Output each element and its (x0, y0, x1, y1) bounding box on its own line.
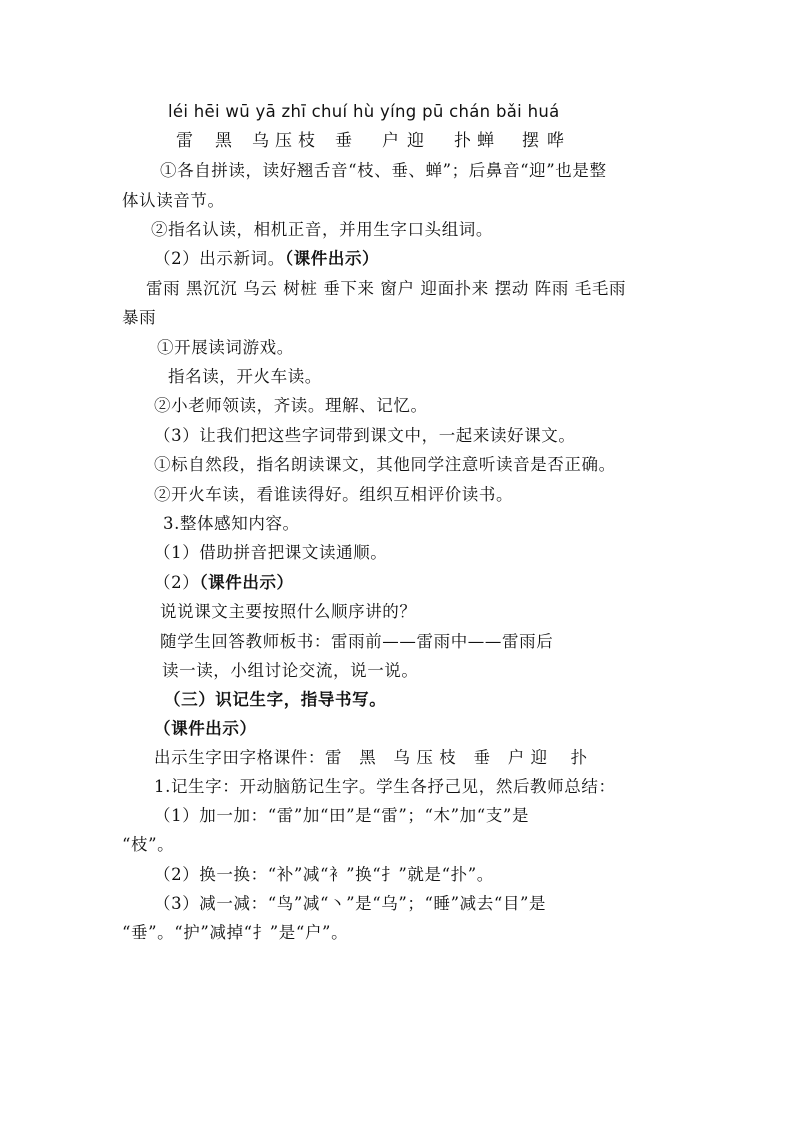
paragraph-line: ①标自然段，指名朗读课文，其他同学注意听读音是否正确。 (154, 455, 616, 474)
paragraph-line: 1.记生字：开动脑筋记生字。学生各抒己见，然后教师总结： (154, 777, 616, 796)
step-label: （2）出示新词。 (154, 249, 285, 268)
paragraph-line: ①各自拼读，读好翘舌音“枝、垂、蝉”；后鼻音“迎”也是整 (160, 161, 607, 180)
paragraph-line: 读一读，小组讨论交流，说一说。 (162, 661, 419, 680)
paragraph-line: （1）借助拼音把课文读通顺。 (154, 543, 388, 562)
char-pu: 扑 (454, 131, 471, 151)
char-chan: 蝉 (477, 131, 494, 151)
paragraph-line: （1）加一加：“雷”加“田”是“雷”；“木”加“支”是 (154, 806, 530, 825)
char-wu: 乌 (252, 131, 269, 151)
paragraph-line: 出示生字田字格课件：雷 黑 乌 压 枝 垂 户 迎 扑 (154, 748, 588, 767)
char-zhi: 枝 (298, 131, 315, 151)
char-hua: 哗 (547, 131, 564, 151)
paragraph-line: ①开展读词游戏。 (157, 338, 294, 357)
char-bai: 摆 (522, 131, 539, 151)
step-label: （2） (154, 573, 200, 592)
vocabulary-line: 雷雨 黑沉沉 乌云 树桩 垂下来 窗户 迎面扑来 摆动 阵雨 毛毛雨 (146, 279, 627, 298)
courseware-tag: （课件出示） (154, 719, 257, 738)
paragraph-line (154, 248, 379, 270)
paragraph-line: 体认读音节。 (122, 191, 225, 210)
paragraph-line: ②开火车读，看谁读得好。组织互相评价读书。 (154, 485, 514, 504)
paragraph-line: ②小老师领读，齐读。理解、记忆。 (154, 396, 428, 415)
char-hu: 户 (382, 131, 399, 151)
courseware-tag: （课件出示） (284, 249, 380, 268)
paragraph-line: 说说课文主要按照什么顺序讲的？ (160, 602, 417, 621)
courseware-tag: （课件出示） (199, 573, 294, 592)
char-chui: 垂 (335, 131, 352, 151)
char-ying: 迎 (407, 131, 424, 151)
paragraph-line: （2）换一换：“补”减“衤”换“扌”就是“扑”。 (154, 865, 494, 884)
paragraph-line: 指名读，开火车读。 (168, 367, 322, 386)
char-hei: 黑 (215, 131, 232, 151)
paragraph-line: ②指名认读，相机正音，并用生字口头组词。 (151, 220, 493, 239)
char-ya: 压 (275, 131, 292, 151)
paragraph-line: “垂”。“护”减掉“扌”是“户”。 (122, 923, 349, 942)
paragraph-line: （3）让我们把这些字词带到课文中，一起来读好课文。 (154, 426, 576, 445)
char-lei: 雷 (176, 131, 193, 151)
section-heading: 3.整体感知内容。 (163, 514, 300, 533)
vocabulary-line: 暴雨 (122, 308, 157, 327)
pinyin-row: léi hēi wū yā zhī chuí hù yíng pū chán bǎi huá (168, 102, 560, 121)
paragraph-line (154, 572, 294, 594)
paragraph-line: （3）减一减：“鸟”减“丶”是“乌”；“睡”减去“目”是 (154, 894, 547, 913)
paragraph-line: 随学生回答教师板书：雷雨前——雷雨中——雷雨后 (160, 632, 554, 651)
character-row (176, 130, 564, 152)
section-heading: （三）识记生字，指导书写。 (164, 690, 387, 709)
paragraph-line: “枝”。 (122, 835, 175, 854)
